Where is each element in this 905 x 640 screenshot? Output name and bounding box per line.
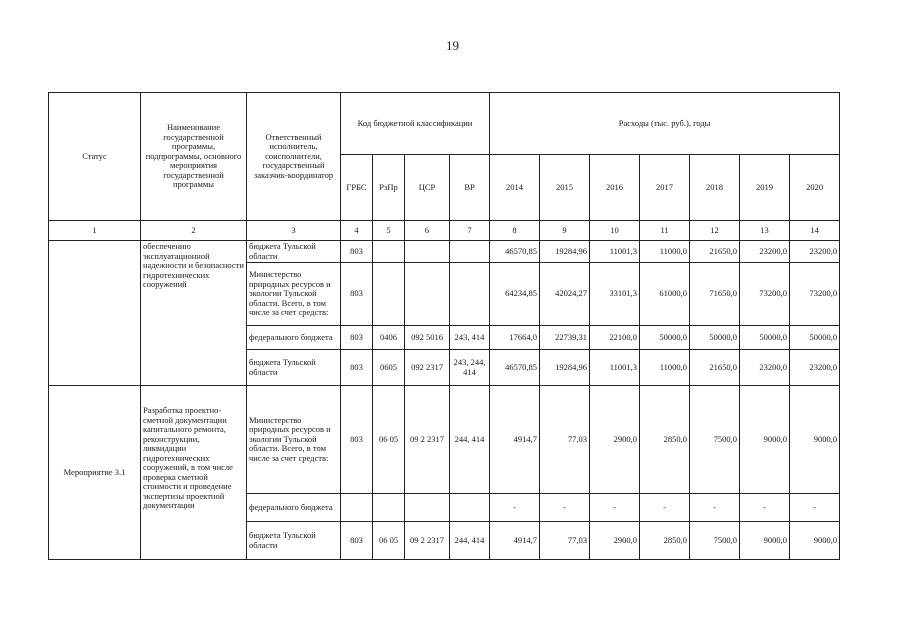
executor-cell: бюджета Тульской области [247, 522, 341, 560]
csr-cell [405, 494, 450, 522]
value-2020: 23200,0 [790, 241, 840, 263]
header-budget-code: Код бюджетной классификации [341, 93, 490, 155]
executor-cell: Министерство природных ресурсов и экологии Тульской области. Всего, в том числе за счет средств: [247, 263, 341, 326]
executor-cell: федерального бюджета [247, 326, 341, 350]
value-2017: 61000,0 [640, 263, 690, 326]
page-number: 19 [446, 38, 459, 53]
value-2017: 11000,0 [640, 350, 690, 386]
header-code-rzpr: РзПр [373, 155, 405, 221]
grbs-cell [341, 494, 373, 522]
vr-cell: 243, 244, 414 [450, 350, 490, 386]
executor-cell: бюджета Тульской области [247, 241, 341, 263]
value-2019: 9000,0 [740, 522, 790, 560]
vr-cell [450, 494, 490, 522]
column-numbers-row [49, 221, 840, 241]
status-cell [49, 241, 141, 386]
value-2019: 73200,0 [740, 263, 790, 326]
vr-cell [450, 241, 490, 263]
value-2015: 19284,96 [540, 241, 590, 263]
value-2014: 64234,85 [490, 263, 540, 326]
value-2014: 4914,7 [490, 386, 540, 494]
value-2020: 73200,0 [790, 263, 840, 326]
col-number: 4 [341, 221, 373, 241]
col-number: 2 [141, 221, 247, 241]
csr-cell: 092 5016 [405, 326, 450, 350]
header-year-2017: 2017 [640, 155, 690, 221]
value-2017: 2850,0 [640, 522, 690, 560]
value-2015: - [540, 494, 590, 522]
value-2019: - [740, 494, 790, 522]
grbs-cell: 803 [341, 522, 373, 560]
value-2014: 4914,7 [490, 522, 540, 560]
value-2015: 19284,96 [540, 350, 590, 386]
csr-cell [405, 263, 450, 326]
value-2016: - [590, 494, 640, 522]
rzpr-cell: 0406 [373, 326, 405, 350]
grbs-cell: 803 [341, 386, 373, 494]
executor-cell: бюджета Тульской области [247, 350, 341, 386]
col-number: 7 [450, 221, 490, 241]
program-name-cell: Разработка проектно-сметной документации капитального ремонта, реконструкции, ликвидации гидротехнических сооружений, в том числе проверка сметной стоимости и проведение экспертизы проектной документации [141, 386, 247, 560]
grbs-cell: 803 [341, 326, 373, 350]
value-2016: 2900,0 [590, 386, 640, 494]
value-2018: 71650,0 [690, 263, 740, 326]
value-2017: 50000,0 [640, 326, 690, 350]
header-code-vr: ВР [450, 155, 490, 221]
value-2015: 42024,27 [540, 263, 590, 326]
col-number: 5 [373, 221, 405, 241]
value-2020: 9000,0 [790, 522, 840, 560]
value-2018: - [690, 494, 740, 522]
value-2019: 50000,0 [740, 326, 790, 350]
value-2019: 23200,0 [740, 241, 790, 263]
header-year-2015: 2015 [540, 155, 590, 221]
header-executor: Ответственный исполнитель, соисполнители, государственный заказчик-координатор [247, 93, 341, 221]
header-year-2016: 2016 [590, 155, 640, 221]
value-2018: 21650,0 [690, 241, 740, 263]
header-year-2020: 2020 [790, 155, 840, 221]
vr-cell: 244, 414 [450, 522, 490, 560]
header-expenses: Расходы (тыс. руб.), годы [490, 93, 840, 155]
value-2019: 23200,0 [740, 350, 790, 386]
header-row [49, 93, 840, 155]
value-2017: - [640, 494, 690, 522]
status-cell: Мероприятие 3.1 [49, 386, 141, 560]
value-2014: 46570,85 [490, 241, 540, 263]
value-2016: 33101,3 [590, 263, 640, 326]
value-2015: 77,03 [540, 386, 590, 494]
header-code-csr: ЦСР [405, 155, 450, 221]
value-2018: 21650,0 [690, 350, 740, 386]
table-row [49, 386, 840, 494]
col-number: 12 [690, 221, 740, 241]
header-code-grbs: ГРБС [341, 155, 373, 221]
grbs-cell: 803 [341, 263, 373, 326]
csr-cell: 09 2 2317 [405, 386, 450, 494]
csr-cell: 09 2 2317 [405, 522, 450, 560]
value-2020: 50000,0 [790, 326, 840, 350]
rzpr-cell [373, 494, 405, 522]
header-year-2019: 2019 [740, 155, 790, 221]
col-number: 11 [640, 221, 690, 241]
program-name-cell: обеспечению эксплуатационной надежности и безопасности гидротехнических сооружений [141, 241, 247, 386]
col-number: 1 [49, 221, 141, 241]
col-number: 8 [490, 221, 540, 241]
header-year-2014: 2014 [490, 155, 540, 221]
executor-cell: Министерство природных ресурсов и экологии Тульской области. Всего, в том числе за счет средств: [247, 386, 341, 494]
rzpr-cell [373, 241, 405, 263]
value-2020: 9000,0 [790, 386, 840, 494]
value-2018: 7500,0 [690, 522, 740, 560]
csr-cell [405, 241, 450, 263]
value-2015: 22739,31 [540, 326, 590, 350]
value-2018: 7500,0 [690, 386, 740, 494]
value-2016: 11001,3 [590, 241, 640, 263]
value-2016: 11001,3 [590, 350, 640, 386]
value-2020: 23200,0 [790, 350, 840, 386]
header-year-2018: 2018 [690, 155, 740, 221]
budget-table [48, 92, 840, 560]
rzpr-cell: 06 05 [373, 522, 405, 560]
vr-cell [450, 263, 490, 326]
value-2017: 2850,0 [640, 386, 690, 494]
value-2014: 17664,0 [490, 326, 540, 350]
table-row [49, 241, 840, 263]
value-2020: - [790, 494, 840, 522]
grbs-cell: 803 [341, 350, 373, 386]
rzpr-cell: 0605 [373, 350, 405, 386]
value-2017: 11000,0 [640, 241, 690, 263]
vr-cell: 243, 414 [450, 326, 490, 350]
header-name: Наименование государственной программы, подпрограммы, основного мероприятия государственной программы [141, 93, 247, 221]
value-2015: 77,03 [540, 522, 590, 560]
vr-cell: 244, 414 [450, 386, 490, 494]
rzpr-cell [373, 263, 405, 326]
col-number: 10 [590, 221, 640, 241]
value-2016: 22100,0 [590, 326, 640, 350]
header-status: Статус [49, 93, 141, 221]
rzpr-cell: 06 05 [373, 386, 405, 494]
value-2019: 9000,0 [740, 386, 790, 494]
grbs-cell: 803 [341, 241, 373, 263]
value-2016: 2900,0 [590, 522, 640, 560]
executor-cell: федерального бюджета [247, 494, 341, 522]
col-number: 13 [740, 221, 790, 241]
csr-cell: 092 2317 [405, 350, 450, 386]
value-2018: 50000,0 [690, 326, 740, 350]
col-number: 6 [405, 221, 450, 241]
col-number: 14 [790, 221, 840, 241]
value-2014: - [490, 494, 540, 522]
value-2014: 46570,85 [490, 350, 540, 386]
col-number: 9 [540, 221, 590, 241]
col-number: 3 [247, 221, 341, 241]
